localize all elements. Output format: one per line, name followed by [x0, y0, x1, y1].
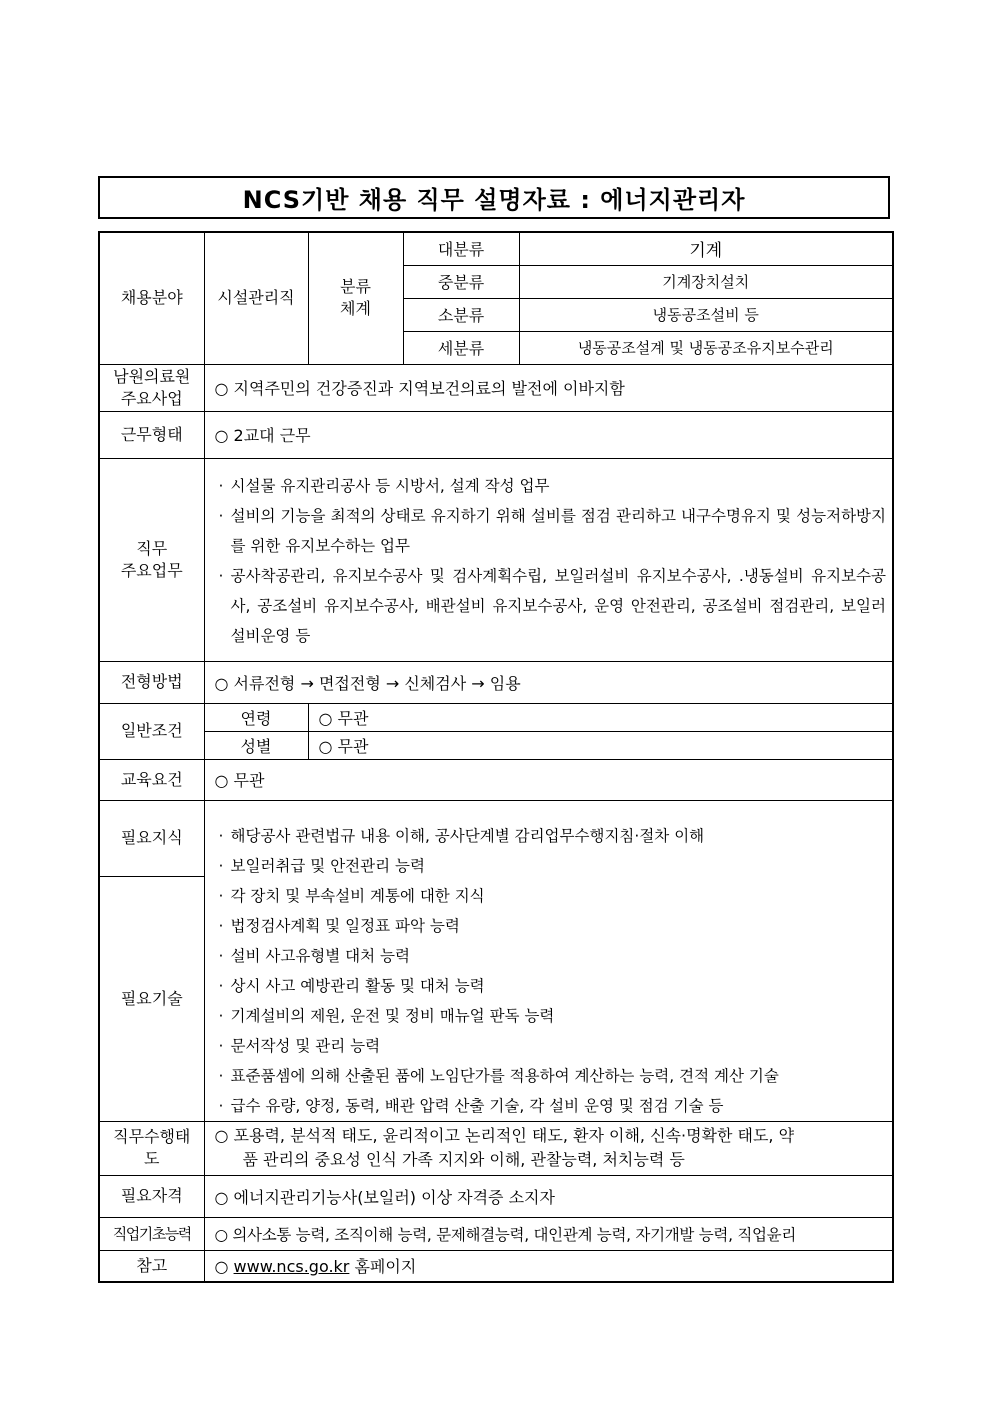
page-title: NCS기반 채용 직무 설명자료 : 에너지관리자: [98, 176, 890, 219]
selection-value: ○ 서류전형 → 면접전형 → 신체검사 → 임용: [204, 661, 893, 703]
class-key-detail: 세분류: [403, 331, 519, 364]
general-label: 일반조건: [99, 703, 204, 759]
knowledge-skills-list: [204, 800, 893, 1121]
duty-item: · 공사착공관리, 유지보수공사 및 검사계획수립, 보일러설비 유지보수공사, .냉동설비 유지보수공사, 공조설비 유지보수공사, 배관설비 유지보수공사, 운영 안전관리, 공조설비 점검관리, 보일러 설비운영 등: [205, 561, 887, 651]
education-value: ○ 무관: [204, 759, 893, 800]
duty-item: · 시설물 유지관리공사 등 시방서, 설계 작성 업무: [205, 471, 887, 501]
class-value-minor: 냉동공조설비 등: [519, 298, 893, 331]
skills-label: 필요기술: [99, 877, 204, 1121]
duties-list: [204, 458, 893, 661]
attitude-label: 직무수행태 도: [99, 1121, 204, 1175]
field-value: 시설관리직: [204, 232, 308, 364]
basic-label: 직업기초능력: [99, 1217, 204, 1250]
knowledge-item: · 해당공사 관련법규 내용 이해, 공사단계별 감리업무수행지침·절차 이해: [205, 821, 893, 851]
reference-label: 참고: [99, 1250, 204, 1282]
skill-item: · 법정검사계획 및 일정표 파악 능력: [205, 911, 893, 941]
general-key-gender: 성별: [204, 731, 308, 759]
skill-item: · 설비 사고유형별 대처 능력: [205, 941, 893, 971]
work-type-value: ○ 2교대 근무: [204, 411, 893, 458]
class-key-minor: 소분류: [403, 298, 519, 331]
attitude-value: ○ 포용력, 분석적 태도, 윤리적이고 논리적인 태도, 환자 이해, 신속·명확한 태도, 약 품 관리의 중요성 인식 가족 지지와 이해, 관찰능력, 처치능력 등: [204, 1121, 893, 1175]
skill-item: · 기계설비의 제원, 운전 및 정비 매뉴얼 판독 능력: [205, 1001, 893, 1031]
license-label: 필요자격: [99, 1175, 204, 1217]
skill-item: · 상시 사고 예방관리 활동 및 대처 능력: [205, 971, 893, 1001]
general-key-age: 연령: [204, 703, 308, 731]
knowledge-label: 필요지식: [99, 800, 204, 877]
class-value-detail: 냉동공조설계 및 냉동공조유지보수관리: [519, 331, 893, 364]
business-value: ○ 지역주민의 건강증진과 지역보건의료의 발전에 이바지함: [204, 364, 893, 411]
duties-label: 직무 주요업무: [99, 458, 204, 661]
knowledge-item: · 보일러취급 및 안전관리 능력: [205, 851, 893, 881]
class-value-middle: 기계장치설치: [519, 265, 893, 298]
general-value-gender: ○ 무관: [308, 731, 893, 759]
education-label: 교육요건: [99, 759, 204, 800]
classification-label: 분류 체계: [308, 232, 403, 364]
license-value: ○ 에너지관리기능사(보일러) 이상 자격증 소지자: [204, 1175, 893, 1217]
skill-item: · 각 장치 및 부속설비 계통에 대한 지식: [205, 881, 893, 911]
business-label: 남원의료원 주요사업: [99, 364, 204, 411]
duty-item: · 설비의 기능을 최적의 상태로 유지하기 위해 설비를 점검 관리하고 내구수명유지 및 성능저하방지를 위한 유지보수하는 업무: [205, 501, 887, 561]
class-key-major: 대분류: [403, 232, 519, 265]
selection-label: 전형방법: [99, 661, 204, 703]
skill-item: · 급수 유량, 양정, 동력, 배관 압력 산출 기술, 각 설비 운영 및 점검 기술 등: [205, 1091, 893, 1121]
class-value-major: 기계: [519, 232, 893, 265]
reference-value: ○ www.ncs.go.kr 홈페이지: [204, 1250, 893, 1282]
ncs-link[interactable]: www.ncs.go.kr: [233, 1257, 350, 1277]
skill-item: · 표준품셈에 의해 산출된 품에 노임단가를 적용하여 계산하는 능력, 견적 계산 기술: [205, 1061, 893, 1091]
general-value-age: ○ 무관: [308, 703, 893, 731]
skill-item: · 문서작성 및 관리 능력: [205, 1031, 893, 1061]
class-key-middle: 중분류: [403, 265, 519, 298]
job-description-table: [98, 231, 894, 1283]
basic-value: ○ 의사소통 능력, 조직이해 능력, 문제해결능력, 대인관계 능력, 자기개발 능력, 직업윤리: [204, 1217, 893, 1250]
work-type-label: 근무형태: [99, 411, 204, 458]
field-label: 채용분야: [99, 232, 204, 364]
